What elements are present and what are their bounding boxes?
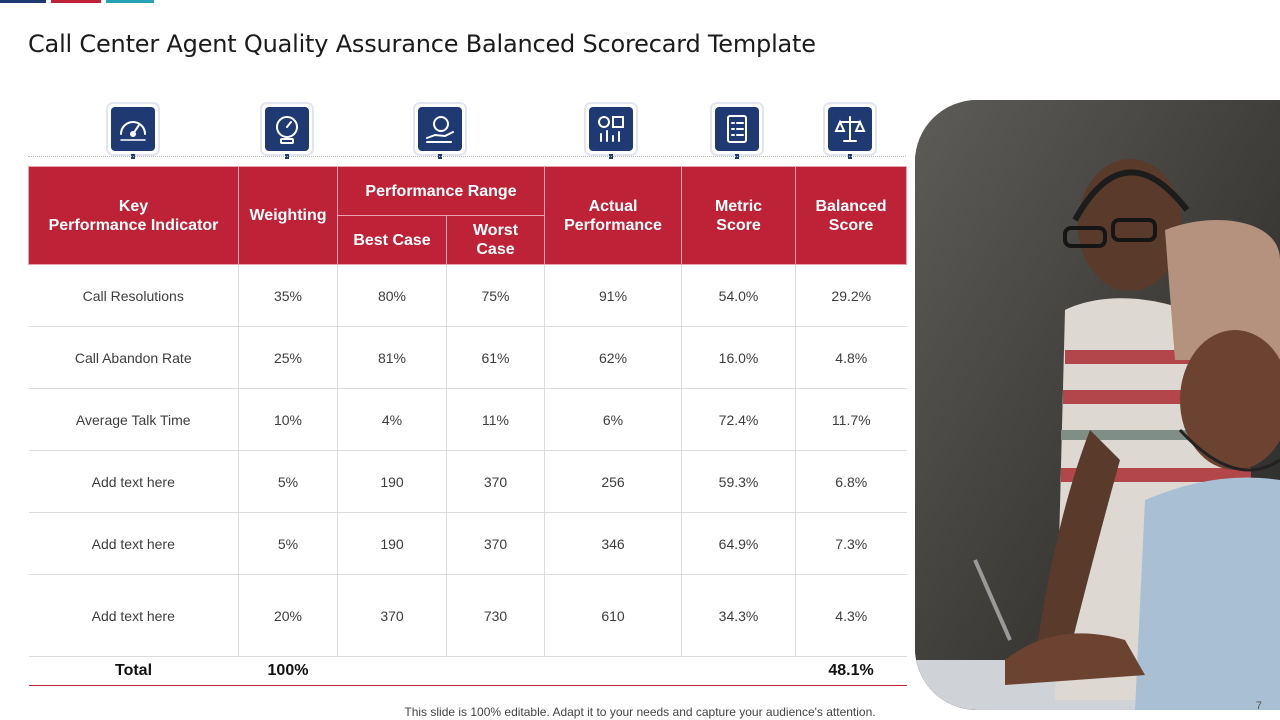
metric-score-cell: 34.3% [682, 575, 796, 657]
actual-performance-cell: 346 [545, 513, 682, 575]
header-metric-score [682, 167, 796, 265]
header-actual-label-2: Performance [564, 216, 662, 234]
metric-score-cell: 72.4% [682, 389, 796, 451]
header-performance-range: Performance Range [338, 167, 545, 216]
header-balanced-label-1: Balanced [815, 197, 887, 215]
table-row [29, 389, 907, 451]
weighting-cell: 5% [239, 451, 338, 513]
weighting-cell: 20% [239, 575, 338, 657]
worst-case-cell: 370 [447, 513, 545, 575]
actual-performance-cell: 62% [545, 327, 682, 389]
balanced-score-cell: 7.3% [796, 513, 907, 575]
header-best-case: Best Case [338, 216, 447, 265]
worst-case-cell: 370 [447, 451, 545, 513]
worst-case-cell: 75% [447, 265, 545, 327]
kpi-cell: Call Abandon Rate [29, 327, 239, 389]
hand-coin-icon [413, 102, 467, 156]
best-case-cell: 190 [338, 513, 447, 575]
weighting-cell: 5% [239, 513, 338, 575]
kpi-cell: Average Talk Time [29, 389, 239, 451]
table-row [29, 513, 907, 575]
balance-scale-icon [823, 102, 877, 156]
actual-performance-cell: 610 [545, 575, 682, 657]
balanced-score-cell: 4.3% [796, 575, 907, 657]
total-balanced-score: 48.1% [796, 657, 907, 686]
best-case-cell: 4% [338, 389, 447, 451]
pressure-gauge-icon [260, 102, 314, 156]
scorecard-table [28, 166, 907, 686]
header-actual-label-1: Actual [588, 197, 638, 215]
best-case-cell: 190 [338, 451, 447, 513]
header-metric-label-2: Score [716, 216, 761, 234]
best-case-cell: 80% [338, 265, 447, 327]
balanced-score-cell: 6.8% [796, 451, 907, 513]
header-actual-performance [545, 167, 682, 265]
metric-score-cell: 54.0% [682, 265, 796, 327]
weighting-cell: 25% [239, 327, 338, 389]
weighting-cell: 35% [239, 265, 338, 327]
worst-case-cell: 11% [447, 389, 545, 451]
agents-illustration [915, 100, 1280, 710]
table-row [29, 575, 907, 657]
page-number: 7 [1255, 700, 1262, 712]
total-row [29, 657, 907, 686]
accent-bar-red [51, 0, 101, 3]
table-row [29, 265, 907, 327]
speedometer-gauge-icon [106, 102, 160, 156]
actual-performance-cell: 91% [545, 265, 682, 327]
total-label: Total [29, 657, 239, 686]
header-balanced-label-2: Score [828, 216, 874, 234]
total-weighting: 100% [239, 657, 338, 686]
metric-score-cell: 16.0% [682, 327, 796, 389]
slide-title: Call Center Agent Quality Assurance Balanced Scorecard Template [28, 30, 816, 58]
worst-case-cell: 61% [447, 327, 545, 389]
actual-performance-cell: 256 [545, 451, 682, 513]
balanced-score-cell: 29.2% [796, 265, 907, 327]
divider [28, 156, 906, 157]
kpi-cell: Call Resolutions [29, 265, 239, 327]
kpi-cell: Add text here [29, 513, 239, 575]
header-kpi-label-1: Key [118, 197, 149, 215]
header-worst-case [447, 216, 545, 265]
header-balanced-score [796, 167, 907, 265]
header-kpi [29, 167, 239, 265]
best-case-cell: 81% [338, 327, 447, 389]
header-weighting: Weighting [239, 167, 338, 265]
metric-score-cell: 59.3% [682, 451, 796, 513]
accent-bar-teal [106, 0, 154, 3]
balanced-score-cell: 11.7% [796, 389, 907, 451]
header-worst-label-1: Worst [472, 222, 519, 239]
table-row [29, 327, 907, 389]
kpi-cell: Add text here [29, 575, 239, 657]
footer-note: This slide is 100% editable. Adapt it to your needs and capture your audience's attention. [404, 705, 876, 719]
call-center-agents-photo [915, 100, 1280, 710]
weighting-cell: 10% [239, 389, 338, 451]
table-row [29, 451, 907, 513]
header-worst-label-2: Case [476, 241, 515, 258]
total-spacer [338, 657, 796, 686]
worst-case-cell: 730 [447, 575, 545, 657]
metric-score-cell: 64.9% [682, 513, 796, 575]
kpi-cell: Add text here [29, 451, 239, 513]
checklist-clipboard-icon [710, 102, 764, 156]
header-kpi-label-2: Performance Indicator [48, 216, 219, 234]
balanced-score-cell: 4.8% [796, 327, 907, 389]
best-case-cell: 370 [338, 575, 447, 657]
actual-performance-cell: 6% [545, 389, 682, 451]
accent-bar-navy [0, 0, 46, 3]
analytics-dashboard-icon [584, 102, 638, 156]
header-metric-label-1: Metric [714, 197, 763, 215]
